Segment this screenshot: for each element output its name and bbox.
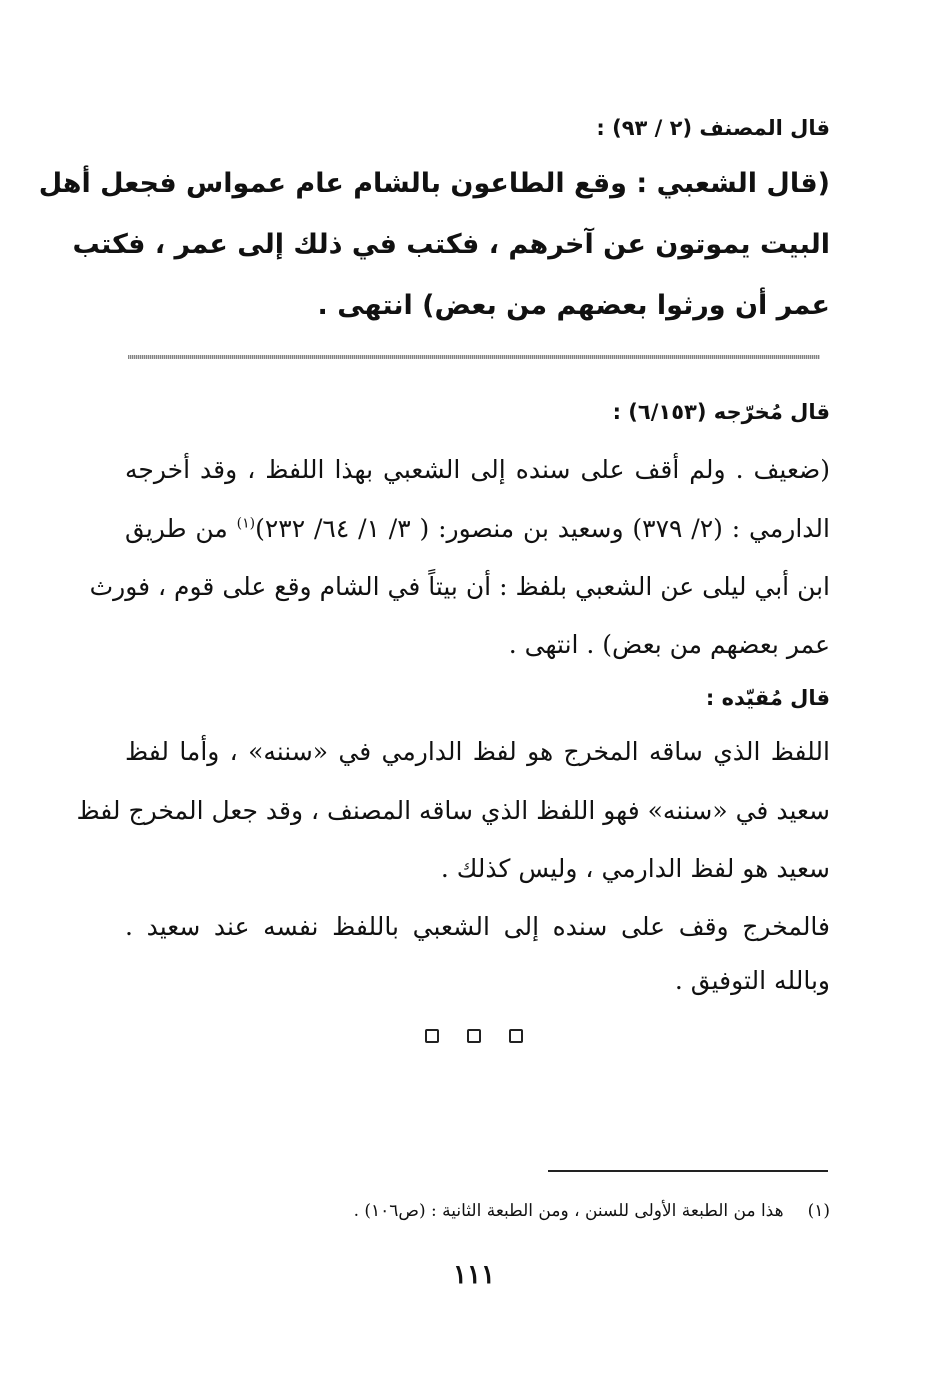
section-divider: [128, 355, 820, 359]
body-line: سعيد في «سننه» فهو اللفظ الذي ساقه المصنف ، وقد جعل المخرج لفظ: [76, 796, 830, 825]
footnote-rule: [548, 1170, 828, 1172]
square-ornament-icon: [467, 1029, 481, 1043]
body-line-with-footnote-ref: [125, 514, 830, 543]
footnote-number: (١): [807, 1201, 830, 1221]
ornamental-separator: [0, 1029, 948, 1043]
body-line: ابن أبي ليلى عن الشعبي بلفظ : أن بيتاً في الشام وقع على قوم ، فورث: [89, 572, 830, 601]
section-heading-author: قال المصنف (٢ / ٩٣) :: [596, 116, 830, 140]
footnote: [354, 1201, 830, 1221]
body-line-tail: من طريق: [125, 514, 237, 543]
square-ornament-icon: [509, 1029, 523, 1043]
body-line: سعيد هو لفظ الدارمي ، وليس كذلك .: [440, 854, 830, 883]
footnote-reference[interactable]: (١): [236, 515, 256, 532]
quote-line: عمر أن ورثوا بعضهم من بعض) انتهى .: [317, 290, 830, 321]
body-line: وبالله التوفيق .: [674, 966, 830, 995]
body-line: (ضعيف . ولم أقف على سنده إلى الشعبي بهذا اللفظ ، وقد أخرجه: [125, 455, 830, 484]
body-line: فالمخرج وقف على سنده إلى الشعبي باللفظ نفسه عند سعيد .: [125, 912, 830, 941]
square-ornament-icon: [425, 1029, 439, 1043]
body-line: اللفظ الذي ساقه المخرج هو لفظ الدارمي في «سننه» ، وأما لفظ: [125, 737, 830, 766]
body-line: عمر بعضهم من بعض) . انتهى .: [508, 630, 830, 659]
quote-line: البيت يموتون عن آخرهم ، فكتب في ذلك إلى عمر ، فكتب: [72, 229, 830, 260]
page-number: ١١١: [453, 1260, 495, 1290]
footnote-text: هذا من الطبعة الأولى للسنن ، ومن الطبعة الثانية : (ص١٠٦) .: [353, 1201, 784, 1221]
body-line-text: الدارمي : (٢/ ٣٧٩) وسعيد بن منصور: ( ٣/ ١/ ٦٤/ ٢٣٢): [255, 514, 830, 543]
section-heading-mukharrij: قال مُخرّجه (٦/١٥٣) :: [612, 400, 830, 424]
quote-line: (قال الشعبي : وقع الطاعون بالشام عام عمواس فجعل أهل: [38, 168, 830, 199]
section-heading-muqayyid: قال مُقيّده :: [705, 686, 830, 710]
